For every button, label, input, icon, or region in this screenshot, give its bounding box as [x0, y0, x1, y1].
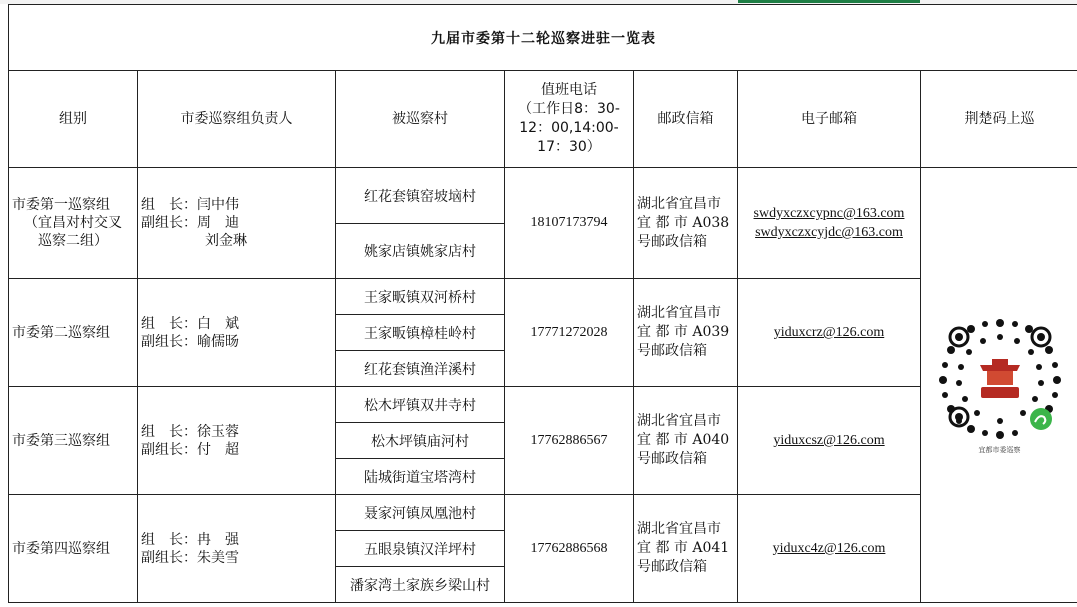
- village-cell[interactable]: 王家畈镇双河桥村: [336, 279, 505, 315]
- inspection-table: [8, 4, 1077, 603]
- village-cell[interactable]: 五眼泉镇汉洋坪村: [336, 531, 505, 567]
- qr-caption: 宜都市委巡察: [978, 446, 1021, 454]
- group-cell[interactable]: 市委第一巡察组 （宜昌对村交叉 巡察二组）: [9, 168, 138, 279]
- village-cell[interactable]: 聂家河镇凤凰池村: [336, 495, 505, 531]
- header-qr[interactable]: 荆楚码上巡: [921, 71, 1077, 168]
- group-cell[interactable]: 市委第四巡察组: [9, 495, 138, 603]
- header-village[interactable]: 被巡察村: [336, 71, 505, 168]
- email-cell[interactable]: [738, 279, 921, 387]
- phone-cell[interactable]: 17762886567: [505, 387, 634, 495]
- group-cell[interactable]: 市委第二巡察组: [9, 279, 138, 387]
- village-cell[interactable]: 王家畈镇樟桂岭村: [336, 315, 505, 351]
- header-leader[interactable]: 市委巡察组负责人: [138, 71, 336, 168]
- qr-cell[interactable]: [921, 168, 1077, 603]
- village-cell[interactable]: 松木坪镇双井寺村: [336, 387, 505, 423]
- header-email[interactable]: 电子邮箱: [738, 71, 921, 168]
- group-cell[interactable]: 市委第三巡察组: [9, 387, 138, 495]
- leader-cell[interactable]: 组 长：徐玉蓉 副组长：付 超: [138, 387, 336, 495]
- header-group[interactable]: 组别: [9, 71, 138, 168]
- page-title: 九届市委第十二轮巡察进驻一览表: [9, 5, 1077, 71]
- email-cell[interactable]: [738, 387, 921, 495]
- post-cell[interactable]: 湖北省宜昌市 宜 都 市 A040 号邮政信箱: [634, 387, 738, 495]
- post-cell[interactable]: 湖北省宜昌市 宜 都 市 A039 号邮政信箱: [634, 279, 738, 387]
- village-cell[interactable]: 陆城街道宝塔湾村: [336, 459, 505, 495]
- phone-cell[interactable]: 17762886568: [505, 495, 634, 603]
- email-link[interactable]: yiduxcrz@126.com: [773, 325, 885, 340]
- phone-cell[interactable]: 18107173794: [505, 168, 634, 279]
- header-post[interactable]: 邮政信箱: [634, 71, 738, 168]
- column-selection-indicator: [738, 0, 920, 3]
- email-cell[interactable]: [738, 168, 921, 279]
- qr-code-image: [935, 315, 1065, 439]
- leader-cell[interactable]: 组 长：冉 强 副组长：朱美雪: [138, 495, 336, 603]
- village-cell[interactable]: 红花套镇渔洋溪村: [336, 351, 505, 387]
- header-phone[interactable]: 值班电话 （工作日8：30- 12：00,14:00- 17：30）: [505, 71, 634, 168]
- village-cell[interactable]: 红花套镇窑坡垴村: [336, 168, 505, 224]
- wechat-miniprogram-icon: [1030, 408, 1052, 430]
- phone-cell[interactable]: 17771272028: [505, 279, 634, 387]
- village-cell[interactable]: 姚家店镇姚家店村: [336, 224, 505, 279]
- email-cell[interactable]: [738, 495, 921, 603]
- email-link[interactable]: yiduxcsz@126.com: [773, 433, 885, 448]
- qr-code[interactable]: [935, 315, 1065, 455]
- email-link[interactable]: yiduxc4z@126.com: [772, 541, 886, 556]
- email-link[interactable]: swdyxczxcypnc@163.com: [753, 206, 905, 221]
- email-link[interactable]: swdyxczxcyjdc@163.com: [755, 225, 903, 240]
- post-cell[interactable]: 湖北省宜昌市 宜 都 市 A038 号邮政信箱: [634, 168, 738, 279]
- village-cell[interactable]: 松木坪镇庙河村: [336, 423, 505, 459]
- leader-cell[interactable]: 组 长：白 斌 副组长：喻儒旸: [138, 279, 336, 387]
- post-cell[interactable]: 湖北省宜昌市 宜 都 市 A041 号邮政信箱: [634, 495, 738, 603]
- village-cell[interactable]: 潘家湾土家族乡梁山村: [336, 567, 505, 603]
- leader-cell[interactable]: 组 长：闫中伟 副组长：周 迪 刘金琳: [138, 168, 336, 279]
